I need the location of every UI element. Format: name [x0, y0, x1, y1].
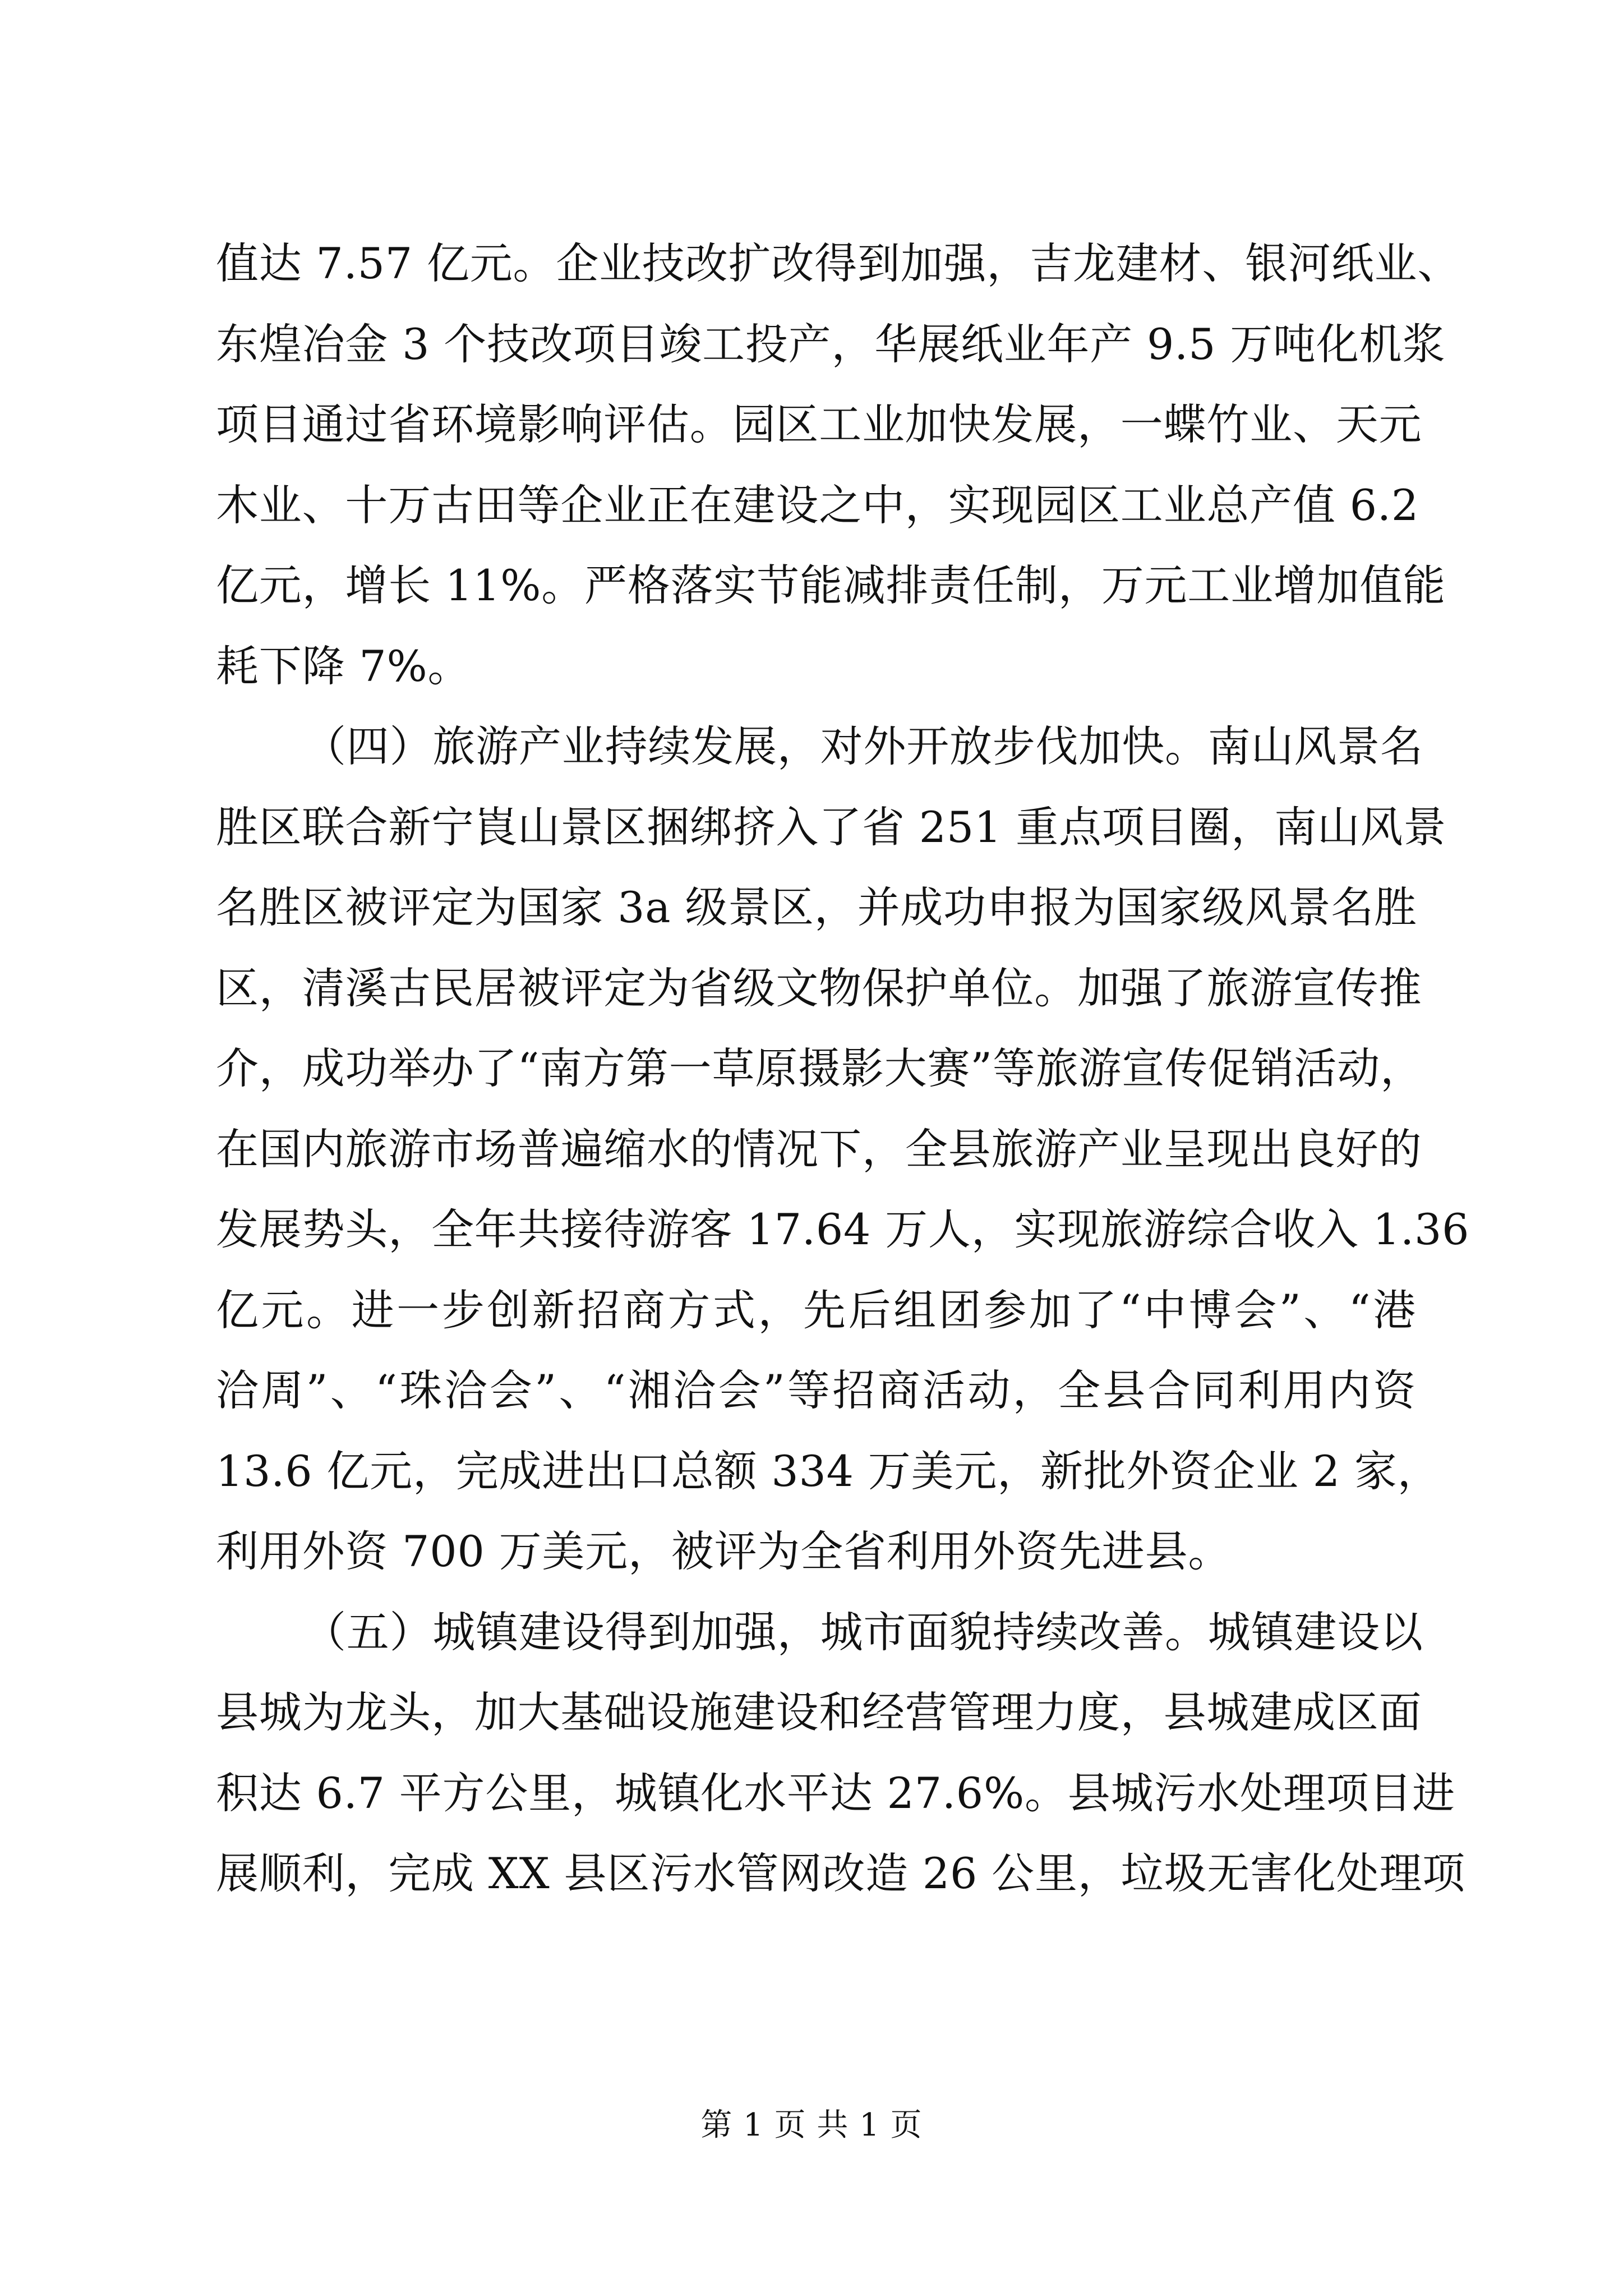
text-line-5: 亿元，增长 11%。严格落实节能减排责任制，万元工业增加值能 — [216, 560, 1446, 610]
text-line-16: 13.6 亿元，完成进出口总额 334 万美元，新批外资企业 2 家， — [216, 1446, 1441, 1496]
text-line-20: 积达 6.7 平方公里，城镇化水平达 27.6%。县城污水处理项目进 — [216, 1768, 1455, 1818]
paragraph-5-heading-line: （五）城镇建设得到加强，城市面貌持续改善。城镇建设以 — [303, 1607, 1423, 1657]
text-line-6: 耗下降 7%。 — [216, 641, 471, 691]
text-line-1: 值达 7.57 亿元。企业技改扩改得到加强，吉龙建材、银河纸业、 — [216, 238, 1461, 288]
text-line-10: 区，清溪古民居被评定为省级文物保护单位。加强了旅游宣传推 — [216, 963, 1422, 1013]
text-line-2: 东煌冶金 3 个技改项目竣工投产，华展纸业年产 9.5 万吨化机浆 — [216, 319, 1446, 369]
page-footer: 第 1 页 共 1 页 — [700, 2107, 923, 2143]
text-line-19: 县城为龙头，加大基础设施建设和经营管理力度，县城建成区面 — [216, 1687, 1422, 1737]
text-line-12: 在国内旅游市场普遍缩水的情况下，全县旅游产业呈现出良好的 — [216, 1124, 1422, 1174]
text-line-14: 亿元。进一步创新招商方式，先后组团参加了“中博会”、“港 — [216, 1285, 1416, 1335]
text-line-15: 洽周”、“珠洽会”、“湘洽会”等招商活动，全县合同利用内资 — [216, 1365, 1416, 1415]
text-line-9: 名胜区被评定为国家 3a 级景区，并成功申报为国家级风景名胜 — [216, 882, 1417, 932]
text-line-8: 胜区联合新宁崀山景区捆绑挤入了省 251 重点项目圈，南山风景 — [216, 802, 1447, 852]
body-text — [216, 223, 1470, 1914]
text-line-17: 利用外资 700 万美元，被评为全省利用外资先进县。 — [216, 1526, 1232, 1576]
text-line-21: 展顺利，完成 XX 县区污水管网改造 26 公里，垃圾无害化处理项 — [216, 1848, 1465, 1898]
paragraph-4-heading-line: （四）旅游产业持续发展，对外开放步伐加快。南山风景名 — [303, 721, 1423, 771]
text-line-11: 介，成功举办了“南方第一草原摄影大赛”等旅游宣传促销活动， — [216, 1043, 1423, 1093]
text-line-3: 项目通过省环境影响评估。园区工业加快发展，一蝶竹业、天元 — [216, 399, 1422, 449]
text-line-4: 木业、十万古田等企业正在建设之中，实现园区工业总产值 6.2 — [216, 480, 1419, 530]
text-line-13: 发展势头，全年共接待游客 17.64 万人，实现旅游综合收入 1.36 — [216, 1204, 1470, 1254]
